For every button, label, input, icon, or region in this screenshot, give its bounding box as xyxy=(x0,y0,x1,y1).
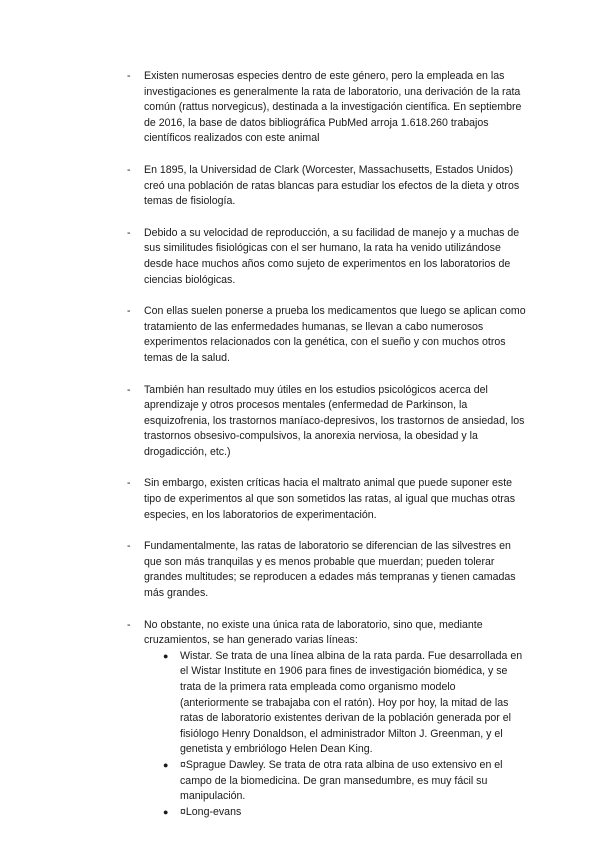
bullet-list xyxy=(127,69,527,836)
list-item xyxy=(127,163,527,210)
dash-marker: - xyxy=(127,540,131,553)
sub-list-item xyxy=(149,805,527,821)
sub-item-text: ¤Sprague Dawley. Se trata de otra rata albina de uso extensivo en el campo de la biomedicina. De gran mansedumbre, es muy fácil su manipulación. xyxy=(180,758,503,803)
dash-marker: - xyxy=(127,163,131,176)
list-item xyxy=(127,226,527,288)
sub-item-text: ¤Long-evans xyxy=(180,805,242,818)
dash-marker: - xyxy=(127,477,131,490)
paragraph-text: También han resultado muy útiles en los estudios psicológicos acerca del aprendizaje y otros procesos mentales (enfermedad de Parkinson, la esquizofrenia, los trastornos maníaco-depresivos, los trastornos de ansiedad, los trastornos obsesivo-compulsivos, la anorexia nerviosa, la obesidad y la drogadicción, etc.) xyxy=(144,383,525,458)
list-item xyxy=(127,69,527,147)
list-item xyxy=(127,304,527,366)
bullet-dot-icon: ● xyxy=(163,650,169,661)
paragraph-text: Debido a su velocidad de reproducción, a su facilidad de manejo y a muchas de sus similitudes fisiológicas con el ser humano, la rata ha venido utilizándose desde hace muchos años como sujeto de experimentos en los laboratorios de ciencias biológicas. xyxy=(144,226,520,286)
dash-marker: - xyxy=(127,305,131,318)
bullet-dot-icon: ● xyxy=(163,806,169,817)
list-item xyxy=(127,476,527,523)
paragraph-text: Existen numerosas especies dentro de este género, pero la empleada en las investigaciones es generalmente la rata de laboratorio, una derivación de la rata común (rattus norvegicus), destinada a la investigación científica. En septiembre de 2016, la base de datos bibliográfica PubMed arroja 1.618.260 trabajos científicos realizados con este animal xyxy=(144,70,522,145)
sub-item-text: Wistar. Se trata de una línea albina de la rata parda. Fue desarrollada en el Wistar Institute en 1906 para fines de investigación biomédica, y se trata de la primera rata empleada como organismo modelo (anteriormente se trabajaba con el ratón). Hoy por hoy, la mitad de las ratas de laboratorio existentes derivan de la población generada por el fisiólogo Henry Donaldson, el administrador Milton J. Greenman, y el genetista y embriólogo Helen Dean King. xyxy=(180,649,523,756)
paragraph-text: No obstante, no existe una única rata de laboratorio, sino que, mediante cruzamientos, se han generado varias líneas: xyxy=(144,618,483,647)
list-item xyxy=(127,539,527,601)
sub-list-item xyxy=(149,758,527,805)
paragraph-text: Fundamentalmente, las ratas de laboratorio se diferencian de las silvestres en que son más tranquilas y es menos probable que muerdan; pueden tolerar grandes multitudes; se reproducen a edades más tempranas y tienen camadas más grandes. xyxy=(144,540,516,600)
dash-marker: - xyxy=(127,70,131,82)
sub-list-item xyxy=(149,649,527,758)
dash-marker: - xyxy=(127,383,131,396)
dash-marker: - xyxy=(127,226,131,239)
sub-bullet-list xyxy=(144,649,527,821)
paragraph-text: Con ellas suelen ponerse a prueba los medicamentos que luego se aplican como tratamiento de las enfermedades humanas, se llevan a cabo numerosos experimentos relacionados con la genética, con el sueño y con muchos otros temas de la salud. xyxy=(144,305,526,364)
list-item xyxy=(127,383,527,461)
dash-marker: - xyxy=(127,618,131,631)
paragraph-text: Sin embargo, existen críticas hacia el maltrato animal que puede suponer este tipo de experimentos al que son sometidos las ratas, al igual que muchas otras especies, en los laboratorios de experimentación. xyxy=(144,477,515,521)
paragraph-text: En 1895, la Universidad de Clark (Worcester, Massachusetts, Estados Unidos) creó una población de ratas blancas para estudiar los efectos de la dieta y otros temas de fisiología. xyxy=(144,163,520,208)
list-item xyxy=(127,618,527,821)
bullet-dot-icon: ● xyxy=(163,759,169,770)
